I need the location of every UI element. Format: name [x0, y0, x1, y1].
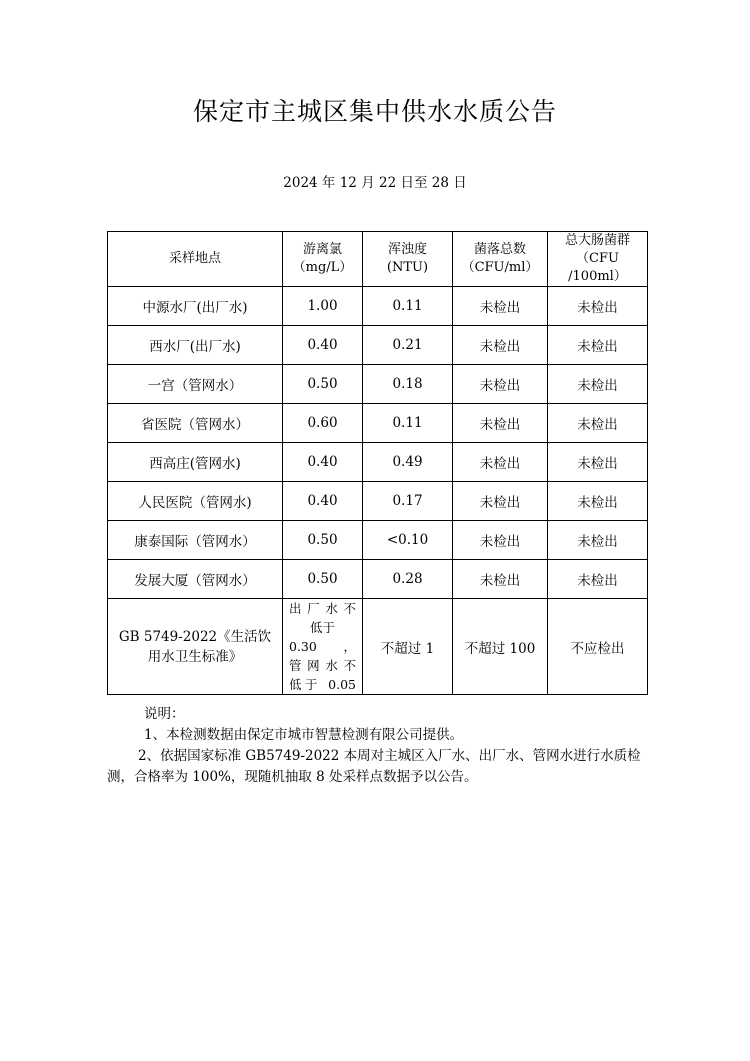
- table-row: [108, 443, 648, 482]
- cell-turbidity: 0.17: [363, 482, 453, 521]
- date-range: 2024 年 12 月 22 日至 28 日: [283, 175, 467, 191]
- cell-colony: 未检出: [453, 482, 548, 521]
- standard-name-line2: 用水卫生标准》: [147, 648, 243, 665]
- table-row: [108, 326, 648, 365]
- cell-colony: 未检出: [453, 287, 548, 326]
- header-chlorine: [283, 232, 363, 287]
- cell-coliform: 未检出: [548, 365, 648, 404]
- cell-colony: 未检出: [453, 326, 548, 365]
- header-chlorine-label: 游离氯: [302, 242, 342, 257]
- cell-turbidity: 0.49: [363, 443, 453, 482]
- cell-coliform: 未检出: [548, 521, 648, 560]
- water-quality-table: [107, 231, 648, 695]
- header-site: [108, 232, 283, 287]
- cell-chlorine: 0.50: [283, 560, 363, 599]
- notes-heading: 说明：: [144, 706, 185, 722]
- standard-chlorine-line: 低于 0.05: [289, 677, 356, 692]
- cell-chlorine: 0.50: [283, 521, 363, 560]
- cell-site: 人民医院（管网水): [108, 482, 283, 521]
- cell-chlorine: 0.50: [283, 365, 363, 404]
- table-row: [108, 404, 648, 443]
- notes-item-1: 1、本检测数据由保定市城市智慧检测有限公司提供。: [144, 727, 464, 743]
- header-chlorine-unit: （mg/L）: [292, 260, 353, 275]
- cell-coliform: 未检出: [548, 482, 648, 521]
- cell-coliform: 未检出: [548, 404, 648, 443]
- cell-chlorine: 0.40: [283, 482, 363, 521]
- cell-colony: 未检出: [453, 404, 548, 443]
- cell-turbidity: 0.11: [363, 287, 453, 326]
- table-row: [108, 287, 648, 326]
- cell-colony: 未检出: [453, 560, 548, 599]
- cell-colony: 未检出: [453, 443, 548, 482]
- cell-site: 中源水厂(出厂水): [108, 287, 283, 326]
- table-row: [108, 482, 648, 521]
- cell-chlorine: 0.60: [283, 404, 363, 443]
- standard-chlorine-line: 出 厂 水 不: [289, 601, 356, 616]
- header-colony-label: 菌落总数: [473, 242, 526, 257]
- header-turbidity: [363, 232, 453, 287]
- cell-chlorine: 0.40: [283, 443, 363, 482]
- cell-chlorine: 0.40: [283, 326, 363, 365]
- table-row: [108, 365, 648, 404]
- header-coliform-unit: （CFU /100ml）: [568, 251, 627, 284]
- cell-coliform: 未检出: [548, 443, 648, 482]
- page-title: 保定市主城区集中供水水质公告: [192, 97, 557, 126]
- table-row: [108, 560, 648, 599]
- header-turbidity-unit: (NTU): [386, 260, 429, 275]
- standard-name-line1: GB 5749-2022《生活饮: [118, 628, 272, 645]
- cell-site: 西水厂(出厂水): [108, 326, 283, 365]
- header-colony: [453, 232, 548, 287]
- cell-turbidity: 0.28: [363, 560, 453, 599]
- cell-turbidity: 0.21: [363, 326, 453, 365]
- cell-coliform: 未检出: [548, 326, 648, 365]
- header-turbidity-label: 浑浊度: [387, 242, 427, 257]
- notes-section: [107, 704, 643, 788]
- cell-colony: 未检出: [453, 521, 548, 560]
- cell-turbidity: 0.11: [363, 404, 453, 443]
- table-header-row: [108, 232, 648, 287]
- header-coliform: [548, 232, 648, 287]
- standard-chlorine-line: 低于 0.30，: [289, 620, 356, 654]
- standard-chlorine-line: 管 网 水 不: [289, 658, 356, 673]
- cell-chlorine: 1.00: [283, 287, 363, 326]
- standard-chlorine: [283, 599, 363, 695]
- cell-site: 发展大厦（管网水）: [108, 560, 283, 599]
- cell-coliform: 未检出: [548, 560, 648, 599]
- cell-turbidity: <0.10: [363, 521, 453, 560]
- standard-colony: 不超过 100: [453, 599, 548, 695]
- cell-site: 省医院（管网水）: [108, 404, 283, 443]
- cell-site: 康泰国际（管网水）: [108, 521, 283, 560]
- standard-row: [108, 599, 648, 695]
- standard-coliform: 不应检出: [548, 599, 648, 695]
- cell-site: 一宫（管网水）: [108, 365, 283, 404]
- cell-site: 西高庄(管网水): [108, 443, 283, 482]
- cell-colony: 未检出: [453, 365, 548, 404]
- header-coliform-label: 总大肠菌群: [564, 233, 630, 248]
- header-site-label: 采样地点: [168, 251, 221, 266]
- cell-coliform: 未检出: [548, 287, 648, 326]
- notes-item-2: 2、依据国家标准 GB5749-2022 本周对主城区入厂水、出厂水、管网水进行水质检测，合格率为 100%，现随机抽取 8 处采样点数据予以公告。: [107, 748, 641, 785]
- cell-turbidity: 0.18: [363, 365, 453, 404]
- standard-turbidity: 不超过 1: [363, 599, 453, 695]
- header-colony-unit: （CFU/ml）: [461, 260, 539, 275]
- table-row: [108, 521, 648, 560]
- standard-name: [108, 599, 283, 695]
